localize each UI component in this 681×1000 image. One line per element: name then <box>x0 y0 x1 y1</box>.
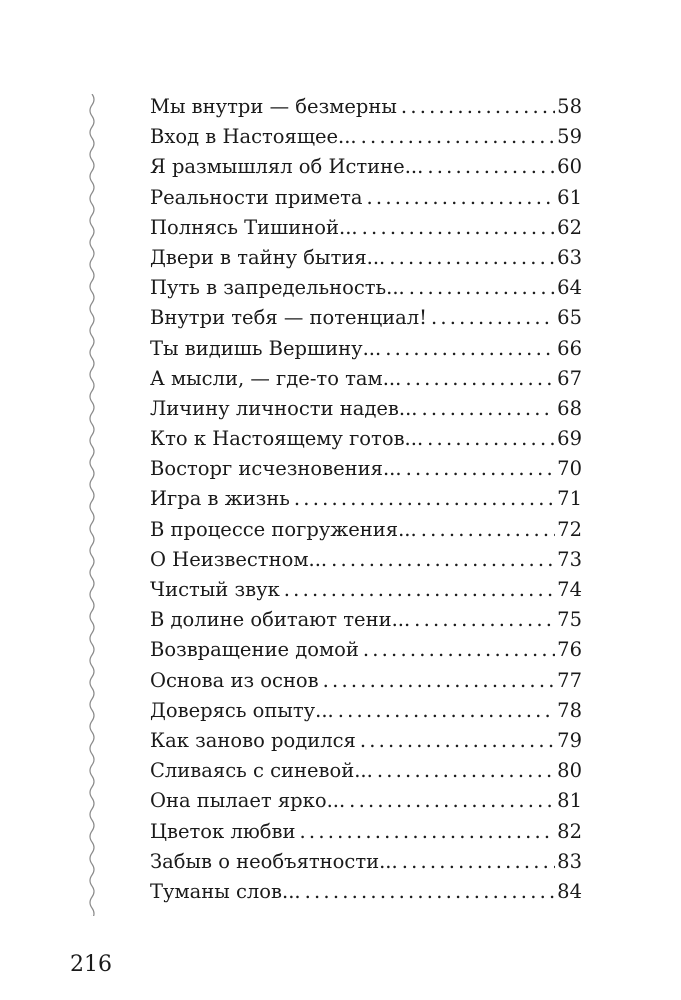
toc-entry[interactable] <box>150 786 582 816</box>
toc-entry-title: Восторг исчезновения... <box>150 457 402 481</box>
toc-entry[interactable] <box>150 122 582 152</box>
toc-entry-title: Я размышлял об Истине... <box>150 155 424 179</box>
toc-entry-page: 67 <box>557 366 582 390</box>
toc-entry-title: Путь в запредельность... <box>150 276 405 300</box>
toc-entry-title: Цветок любви <box>150 819 296 843</box>
toc-entry-page: 75 <box>557 608 582 632</box>
toc-entry-title: Основа из основ <box>150 668 319 692</box>
toc-entry[interactable] <box>150 92 582 122</box>
toc-entry-page: 58 <box>557 95 582 118</box>
toc-dot-leader <box>409 273 555 303</box>
toc-entry[interactable] <box>150 575 582 605</box>
toc-dot-leader <box>422 394 556 424</box>
toc-entry-title: Сливаясь с синевой... <box>150 759 373 783</box>
toc-entry[interactable] <box>150 424 582 454</box>
toc-entry-title: Мы внутри — безмерны <box>150 95 397 118</box>
toc-entry-page: 70 <box>557 457 582 481</box>
toc-entry-page: 74 <box>557 578 582 601</box>
toc-entry[interactable] <box>150 273 582 303</box>
toc-entry-title: В процессе погружения... <box>150 517 417 541</box>
toc-dot-leader <box>362 213 556 243</box>
toc-entry[interactable] <box>150 877 582 907</box>
toc-dot-leader <box>385 334 555 364</box>
toc-dot-leader <box>402 847 555 877</box>
page-number: 216 <box>70 952 112 977</box>
toc-entry[interactable] <box>150 454 582 484</box>
toc-entry-title: Туманы слов... <box>150 879 301 903</box>
toc-entry[interactable] <box>150 726 582 756</box>
toc-entry[interactable] <box>150 847 582 877</box>
toc-entry-title: Полнясь Тишиной... <box>150 215 358 239</box>
toc-entry-title: Кто к Настоящему готов... <box>150 427 424 451</box>
toc-dot-leader <box>294 484 555 514</box>
toc-entry-page: 81 <box>557 789 582 813</box>
toc-dot-leader <box>284 575 555 605</box>
toc-dot-leader <box>331 545 555 575</box>
toc-dot-leader <box>360 726 555 756</box>
toc-entry[interactable] <box>150 152 582 182</box>
toc-entry-title: Возвращение домой <box>150 638 359 662</box>
toc-entry-page: 65 <box>557 306 582 330</box>
toc-entry[interactable] <box>150 696 582 726</box>
toc-entry-page: 68 <box>557 396 582 420</box>
toc-dot-leader <box>305 877 556 907</box>
toc-entry-title: А мысли, — где-то там... <box>150 366 402 390</box>
toc-entry[interactable] <box>150 666 582 696</box>
toc-entry[interactable] <box>150 484 582 514</box>
toc-entry-page: 82 <box>557 819 582 843</box>
toc-entry[interactable] <box>150 334 582 364</box>
toc-dot-leader <box>401 92 555 122</box>
toc-dot-leader <box>323 666 556 696</box>
toc-entry[interactable] <box>150 243 582 273</box>
toc-entry-page: 71 <box>557 487 582 511</box>
toc-dot-leader <box>414 605 555 635</box>
toc-entry-page: 59 <box>557 125 582 149</box>
toc-entry-page: 83 <box>557 849 582 873</box>
toc-dot-leader <box>427 424 555 454</box>
toc-dot-leader <box>406 454 556 484</box>
toc-entry-title: Двери в тайну бытия... <box>150 245 386 269</box>
toc-entry-page: 61 <box>557 185 582 209</box>
toc-entry-title: Как заново родился <box>150 728 356 752</box>
toc-entry-page: 77 <box>557 668 582 692</box>
toc-entry[interactable] <box>150 303 582 333</box>
toc-entry-page: 78 <box>557 698 582 722</box>
toc-entry-title: Она пылает ярко... <box>150 789 346 813</box>
toc-entry-page: 72 <box>557 517 582 541</box>
toc-entry-page: 63 <box>557 245 582 269</box>
toc-dot-leader <box>431 303 555 333</box>
toc-entry-title: Внутри тебя — потенциал! <box>150 306 427 330</box>
toc-entry[interactable] <box>150 756 582 786</box>
toc-entry-title: В долине обитают тени... <box>150 608 411 632</box>
toc-dot-leader <box>427 152 555 182</box>
toc-dot-leader <box>389 243 555 273</box>
toc-entry-page: 62 <box>557 215 582 239</box>
toc-entry[interactable] <box>150 635 582 665</box>
toc-entry-page: 60 <box>557 155 582 179</box>
toc-entry-page: 73 <box>557 547 582 571</box>
toc-entry-page: 64 <box>557 276 582 300</box>
toc-entry-title: Чистый звук <box>150 578 280 601</box>
toc-entry-page: 79 <box>557 728 582 752</box>
toc-dot-leader <box>363 635 555 665</box>
toc-entry-title: Доверясь опыту... <box>150 698 334 722</box>
toc-entry[interactable] <box>150 394 582 424</box>
toc-entry-title: Забыв о необъятности... <box>150 849 398 873</box>
toc-entry-title: Ты видишь Вершину... <box>150 336 382 360</box>
toc-entry-page: 69 <box>557 427 582 451</box>
toc-entry-title: О Неизвестном... <box>150 547 328 571</box>
wavy-margin-ornament <box>84 94 100 916</box>
toc-entry-page: 80 <box>557 759 582 783</box>
toc-dot-leader <box>361 122 556 152</box>
toc-entry[interactable] <box>150 183 582 213</box>
table-of-contents <box>150 92 582 907</box>
toc-entry-title: Игра в жизнь <box>150 487 290 511</box>
toc-dot-leader <box>349 786 555 816</box>
toc-entry-title: Вход в Настоящее... <box>150 125 357 149</box>
toc-dot-leader <box>338 696 555 726</box>
toc-entry[interactable] <box>150 817 582 847</box>
toc-entry[interactable] <box>150 545 582 575</box>
toc-entry-title: Личину личности надев... <box>150 396 418 420</box>
toc-entry[interactable] <box>150 515 582 545</box>
toc-dot-leader <box>421 515 555 545</box>
toc-dot-leader <box>300 817 556 847</box>
toc-dot-leader <box>377 756 555 786</box>
toc-entry[interactable] <box>150 213 582 243</box>
toc-dot-leader <box>405 364 555 394</box>
toc-entry-title: Реальности примета <box>150 185 363 209</box>
toc-entry[interactable] <box>150 364 582 394</box>
toc-entry-page: 76 <box>557 638 582 662</box>
toc-entry[interactable] <box>150 605 582 635</box>
toc-entry-page: 84 <box>557 879 582 903</box>
toc-dot-leader <box>367 183 556 213</box>
toc-entry-page: 66 <box>557 336 582 360</box>
